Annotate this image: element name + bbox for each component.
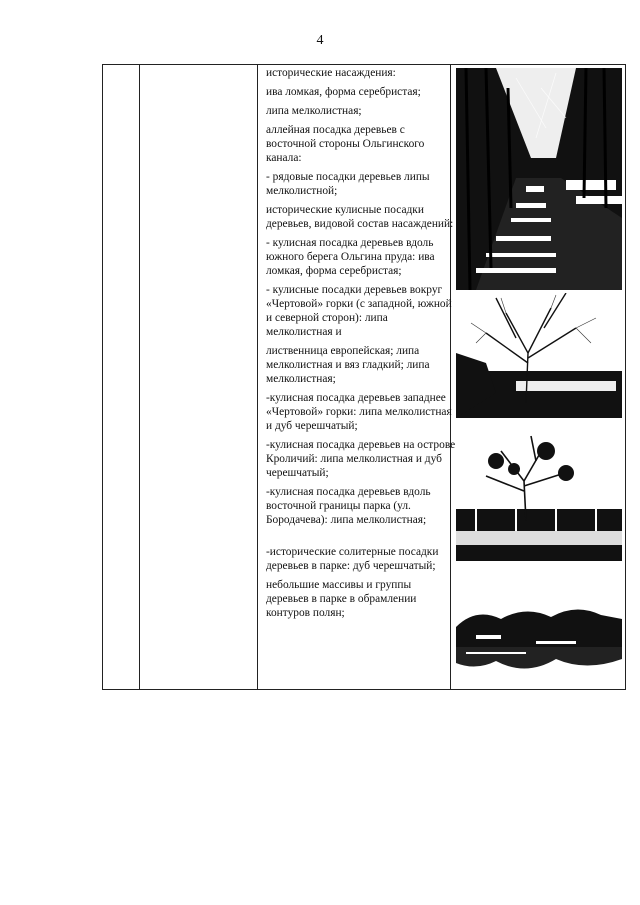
paragraph: липа мелколистная; — [266, 105, 362, 117]
column-divider-3 — [257, 65, 258, 689]
document-table — [102, 64, 626, 690]
tree-group-reflection-photo — [456, 597, 622, 685]
paragraph: ива ломкая, форма серебристая; — [266, 86, 421, 98]
paragraph: исторические насаждения: — [266, 67, 396, 79]
tree-alley-canal-photo — [456, 68, 622, 290]
paragraph: небольшие массивы и группы деревьев в парке в обрамлении контуров полян; — [266, 579, 417, 619]
paragraph: -кулисная посадка деревьев западнее «Чертовой» горки: липа мелколистная и дуб черешчатый; — [266, 392, 452, 432]
paragraph: -кулисная посадка деревьев на острове Кроличий: липа мелколистная и дуб черешчатый; — [266, 439, 456, 479]
paragraph: - кулисные посадки деревьев вокруг «Чертовой» горки (с западной, южной и северной сторон): липа мелколистная и — [266, 284, 452, 338]
large-tree-lawn-photo — [456, 431, 622, 561]
paragraph: исторические кулисные посадки деревьев, видовой состав насаждений: — [266, 204, 454, 230]
column-divider-2 — [139, 65, 140, 689]
page-number: 4 — [316, 33, 324, 48]
column-divider-1 — [102, 65, 103, 689]
paragraph: - кулисная посадка деревьев вдоль южного берега Ольгина пруда: ива ломкая, форма серебристая; — [266, 237, 435, 277]
paragraph: лиственница европейская; липа мелколистная и вяз гладкий; липа мелколистная; — [266, 345, 430, 385]
column-divider-5 — [625, 65, 626, 689]
paragraph: - рядовые посадки деревьев липы мелколистной; — [266, 171, 430, 197]
paragraph: -исторические солитерные посадки деревьев в парке: дуб черешчатый; — [266, 546, 439, 572]
paragraph: аллейная посадка деревьев с восточной стороны Ольгинского канала: — [266, 124, 425, 164]
paragraph: -кулисная посадка деревьев вдоль восточной границы парка (ул. Бородачева): липа мелколистная; — [266, 486, 431, 526]
description-cell — [260, 65, 456, 625]
tree-by-pond-photo — [456, 293, 622, 418]
